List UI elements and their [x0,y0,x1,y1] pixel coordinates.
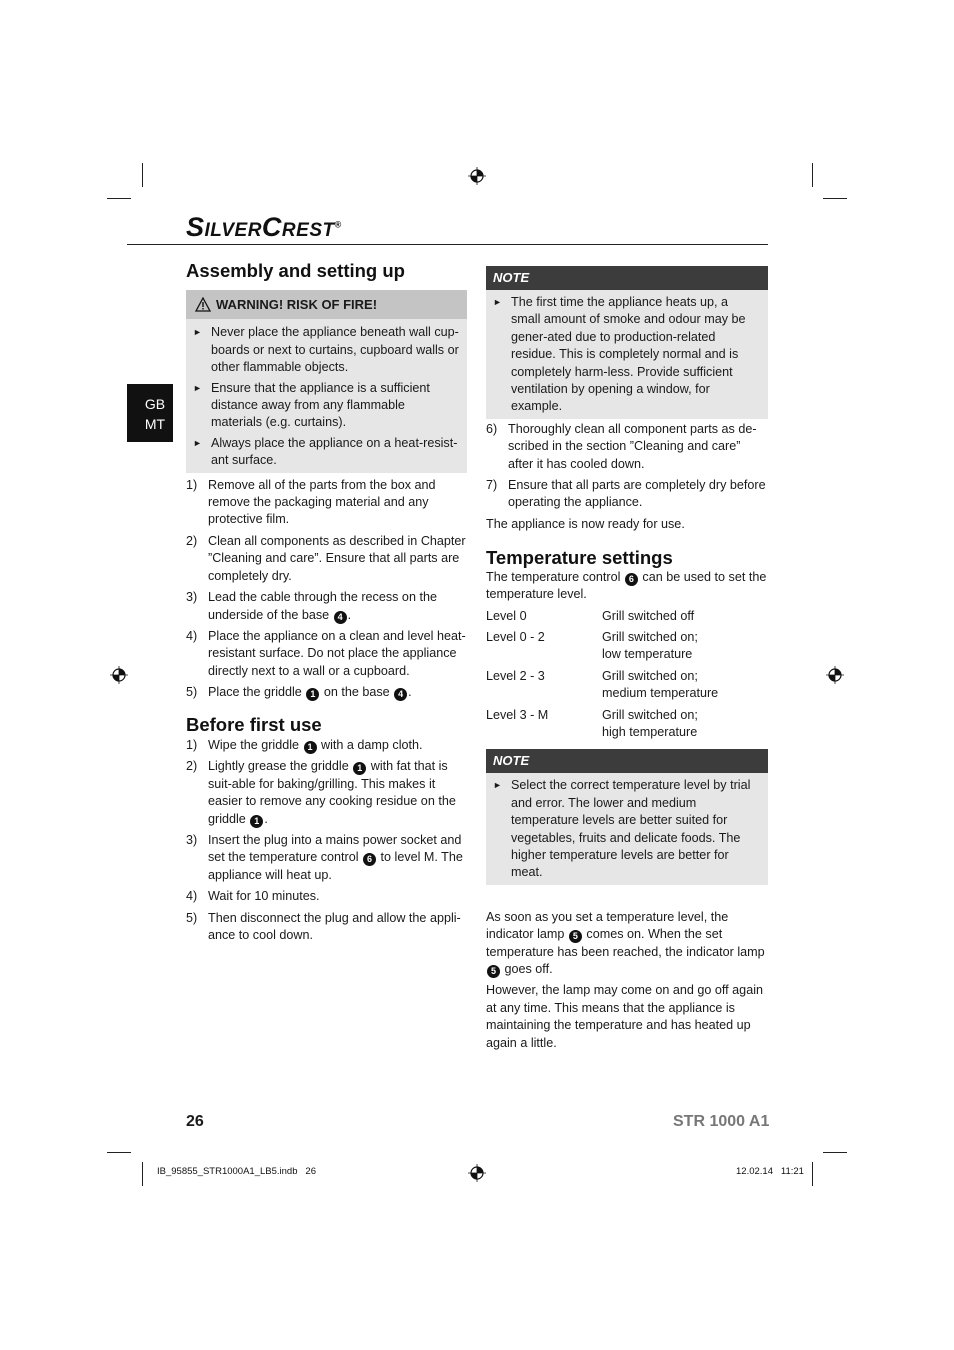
crop-mark [812,163,813,187]
warning-box [186,290,467,472]
step-number: 4) [186,889,198,904]
right-column [486,266,768,1052]
step-text: Clean all components as described in Chapter ”Cleaning and care”. Ensure that all parts are completely dry. [208,533,466,583]
step-item [186,684,467,701]
bullet-arrow-icon: ► [493,780,502,791]
assembly-steps [186,477,467,702]
crop-mark [107,1152,131,1153]
component-number-badge: 1 [304,741,317,754]
crop-mark [823,1152,847,1153]
section-title-before-first-use: Before first use [186,713,322,735]
registration-mark-icon [468,167,486,185]
warning-title: WARNING! RISK OF FIRE! [216,297,378,313]
step-number: 1) [186,477,198,492]
step-item [486,477,768,512]
bullet-arrow-icon: ► [493,297,502,307]
step-item [186,628,467,680]
step-number: 3) [186,590,198,605]
step-number: 2) [186,533,198,548]
section-title-temperature: Temperature settings [486,547,673,569]
step-text: Ensure that all parts are completely dry before operating the appliance. [508,478,766,510]
step-number: 4) [186,628,198,643]
note-header: NOTE [486,749,768,773]
step-text: Thoroughly clean all component parts as de-scribed in the section ”Cleaning and care” after it has cooled down. [508,421,757,471]
step-text: Lead the cable through the recess on the underside of the base 4 . [208,590,437,622]
indicator-paragraph: As soon as you set a temperature level, the indicator lamp 5 comes on. When the set temperature has been reached, the indicator lamp 5 goes off. [486,909,765,976]
step-text: Place the griddle 1 on the base 4 . [208,685,412,700]
level-description: Grill switched on; low temperature [602,629,698,662]
warning-bullet: ► Always place the appliance on a heat-resist-ant surface. [186,435,467,470]
crop-mark [107,198,131,199]
step-number: 6) [486,421,498,436]
step-number: 7) [486,478,498,493]
before-first-use-steps [186,737,467,944]
step-number: 2) [186,759,198,774]
step-text: Lightly grease the griddle 1 with fat that is suit-able for baking/grilling. This makes it easier to remove any cooking residue on the griddle 1 . [208,759,456,826]
component-number-badge: 5 [487,965,500,978]
crop-mark [823,198,847,199]
slug-date: 12.02.14 11:21 [736,1166,804,1177]
step-item [186,477,467,529]
crop-mark [142,1162,143,1186]
lamp-paragraph: However, the lamp may come on and go off again at any time. This means that the appliance is maintaining the temperature and has heated up again a little. [486,983,763,1050]
brand-logo: SILVERCREST® [186,212,342,242]
step-number: 5) [186,910,198,925]
component-number-badge: 1 [353,762,366,775]
component-number-badge: 1 [306,688,319,701]
header-rule [127,244,768,245]
language-code: MT [144,416,166,432]
step-text: Wait for 10 minutes. [208,889,320,904]
step-item [186,737,467,754]
bullet-arrow-icon: ► [193,437,202,448]
note-bullet: ► The first time the appliance heats up, a small amount of smoke and odour may be gener-ated due to production-related residue. This is completely normal and is completely harm-less. Provide sufficient ventilation by opening a window, for example. [486,294,768,416]
level-description: Grill switched on; high temperature [602,707,698,739]
step-text: Place the appliance on a clean and level heat-resistant surface. Do not place the appliance directly next to a wall or a cupboard. [208,628,466,678]
level-description: Grill switched off [602,608,695,623]
step-item [186,758,467,828]
component-number-badge: 4 [334,611,347,624]
step-item [186,589,467,624]
bullet-arrow-icon: ► [193,382,202,393]
level-name: Level 0 - 2 [486,629,545,644]
step-text: Then disconnect the plug and allow the appli-ance to cool down. [208,910,461,942]
level-name: Level 3 - M [486,707,549,722]
step-item [486,421,768,473]
temperature-levels-table [486,608,768,742]
step-text: Remove all of the parts from the box and remove the packaging material and any protective film. [208,477,436,527]
note-bullet: ► Select the correct temperature level by trial and error. The lower and medium temperature levels are better suited for vegetables, fruits and delicate foods. The higher temperature levels are better for meat. [486,777,768,881]
warning-header [186,290,467,319]
warning-bullet: ► Ensure that the appliance is a sufficient distance away from any flammable materials (e.g. curtains). [186,380,467,432]
registration-mark-icon [110,666,128,684]
step-item [186,832,467,884]
note-header: NOTE [486,266,768,290]
note-box [486,266,768,419]
component-number-badge: 4 [394,688,407,701]
level-name: Level 0 [486,608,527,623]
language-code: GB [144,396,166,412]
level-name: Level 2 - 3 [486,668,545,683]
component-number-badge: 6 [625,573,638,586]
note-box [486,749,768,884]
page-number: 26 [186,1113,204,1130]
warning-triangle-icon [195,297,211,312]
step-number: 5) [186,685,198,700]
step-number: 3) [186,832,198,847]
component-number-badge: 5 [569,930,582,943]
step-item [186,910,467,945]
step-item [186,533,467,585]
step-item [186,888,467,905]
section-title-assembly: Assembly and setting up [186,260,405,281]
step-text: Insert the plug into a mains power socket and set the temperature control 6 to level M. The appliance will heat up. [208,832,463,882]
left-column [186,262,467,948]
assembly-steps-continued [486,421,768,512]
ready-text: The appliance is now ready for use. [486,516,685,531]
model-number: STR 1000 A1 [673,1113,770,1130]
component-number-badge: 1 [250,815,263,828]
step-text: Wipe the griddle 1 with a damp cloth. [208,737,423,752]
step-number: 1) [186,737,198,752]
slug-file: IB_95855_STR1000A1_LB5.indb 26 [157,1166,316,1177]
language-tab [127,384,173,442]
crop-mark [142,163,143,187]
warning-bullet: ► Never place the appliance beneath wall cup-boards or next to curtains, cupboard walls or other flammable objects. [186,324,467,376]
registration-mark-icon [468,1164,486,1182]
component-number-badge: 6 [363,853,376,866]
crop-mark [812,1162,813,1186]
bullet-arrow-icon: ► [193,327,202,338]
level-description: Grill switched on; medium temperature [602,668,719,701]
temperature-intro: The temperature control 6 can be used to set the temperature level. [486,569,767,602]
registration-mark-icon [826,666,844,684]
